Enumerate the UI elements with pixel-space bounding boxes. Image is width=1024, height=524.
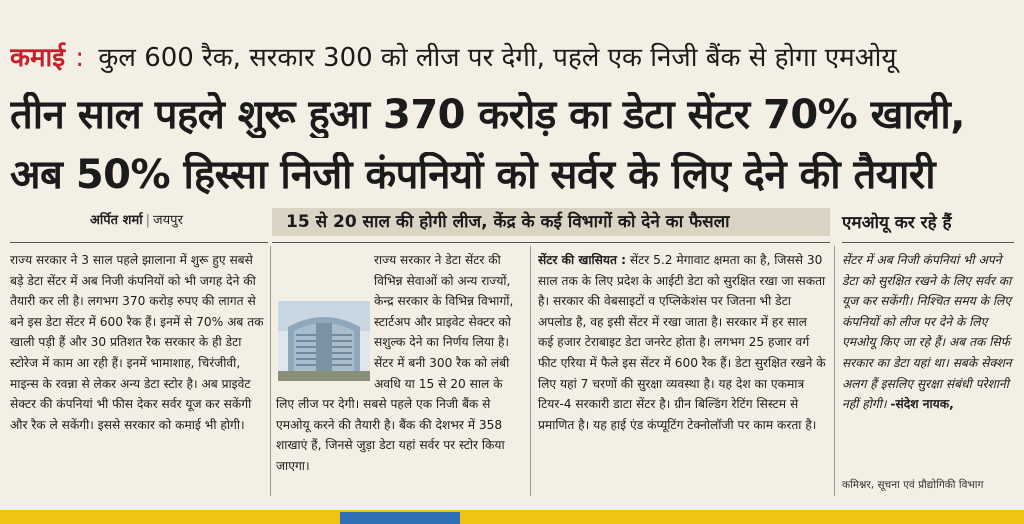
byline-author: अर्पित शर्मा [90, 213, 143, 228]
subhead-right: एमओयू कर रहे हैं [842, 213, 952, 233]
byline-city: जयपुर [153, 213, 183, 228]
column-rule [272, 242, 830, 243]
byline [90, 210, 183, 228]
data-center-building-photo [278, 301, 370, 381]
column-divider [530, 246, 531, 496]
kicker-tag: कमाई [10, 43, 66, 73]
article-column-2-text: राज्य सरकार ने डेटा सेंटर की विभिन्न सेवाओं को अन्य राज्यों, केन्द्र सरकार के विभिन्न विभागों, स्टार्टअप और प्राइवेट सेक्टर को सशुल्क देने का निर्णय लिया है। सेंटर में बनी 300 रैक को लंबी अवधि या 15 से 20 साल के लिए लीज पर देगी। सबसे पहले एक निजी बैंक से एमओयू करने की तैयारी है। बैंक की देशभर में 358 शाखाएं हैं, जिनसे जुड़ा डेटा यहां सर्वर पर स्टोर किया जाएगा। [276, 253, 514, 473]
column-3-lead: सेंटर की खासियत : [538, 253, 627, 267]
footer-blue-tab [340, 512, 460, 524]
kicker-text: कुल 600 रैक, सरकार 300 को लीज पर देगी, पहले एक निजी बैंक से होगा एमओयू [98, 43, 897, 73]
footer-bar [0, 510, 1024, 524]
column-rule [10, 242, 268, 243]
quote-credit: कमिश्नर, सूचना एवं प्रौद्योगिकी विभाग [842, 479, 984, 491]
quote-column [842, 250, 1020, 480]
kicker-separator: : [75, 43, 85, 73]
column-divider [270, 246, 271, 496]
headline-line-2: अब 50% हिस्सा निजी कंपनियों को सर्वर के लिए देने की तैयारी [10, 152, 936, 198]
quote-author: -संदेश नायक, [890, 397, 954, 412]
quote-text: सेंटर में अब निजी कंपनियां भी अपने डेटा को सुरक्षित रखने के लिए सर्वर का यूज कर सकेंगी। निश्चित समय के लिए कंपनियों को लीज पर देने के लिए एमओयू किए जा रहे हैं। अब तक सिर्फ सरकार का डेटा यहां था। सबके सेक्शन अलग हैं इसलिए सुरक्षा संबंधी परेशानी नहीं होगी। [842, 253, 1012, 412]
column-rule [842, 242, 1014, 243]
article-column-3 [538, 250, 826, 500]
article-column-1: राज्य सरकार ने 3 साल पहले झालाना में शुरू हुए सबसे बड़े डेटा सेंटर में अब निजी कंपनियों को भी जगह देने की तैयारी कर ली है। लगभग 370 करोड़ रुपए की लागत से बने इस डेटा सेंटर में 600 रैक हैं। इनमें से 70% अब तक खाली पड़ी हैं और 30 प्रतिशत रैक सरकार के ही डेटा स्टोरेज में काम आ रही हैं। इनमें भामाशाह, चिरंजीवी, माइन्स के रवन्ना से लेकर अन्य डेटा स्टोर है। अब प्राइवेट सेक्टर की कंपनियां भी फीस देकर सर्वर यूज कर सकेंगी और रैक ले सकेंगी। इससे सरकार को कमाई भी होगी। [10, 253, 264, 432]
kicker [10, 38, 1014, 74]
byline-separator: | [145, 213, 150, 228]
article-column-3-text: सेंटर 5.2 मेगावाट क्षमता का है, जिससे 30 साल तक के लिए प्रदेश के आईटी डेटा को सुरक्षित रखा जा सकता है। सरकार की वेबसाइटों व एप्लिकेशंस पर जितना भी डेटा अपलोड है, वह इसी सेंटर में रखा जाता है। सरकार में हर साल कई हजार टेराबाइट डेटा जनरेट होता है। लगभग 25 हजार वर्ग फीट एरिया में फैले इस सेंटर में 600 रैक हैं। डेटा सुरक्षित रखने के लिए यहां 7 चरणों की सुरक्षा व्यवस्था है। यह देश का एकमात्र टियर-4 सरकारी डाटा सेंटर है। ग्रीन बिल्डिंग रेटिंग सिस्टम से प्रमाणित है। यह हाई एंड कंप्यूटिंग टेक्नोलॉजी पर काम करता है। [538, 253, 826, 432]
subhead-band: 15 से 20 साल की होगी लीज, केंद्र के कई विभागों को देने का फैसला [272, 208, 830, 236]
column-divider [834, 246, 835, 496]
headline-line-1: तीन साल पहले शुरू हुआ 370 करोड़ का डेटा सेंटर 70% खाली, [10, 92, 965, 138]
